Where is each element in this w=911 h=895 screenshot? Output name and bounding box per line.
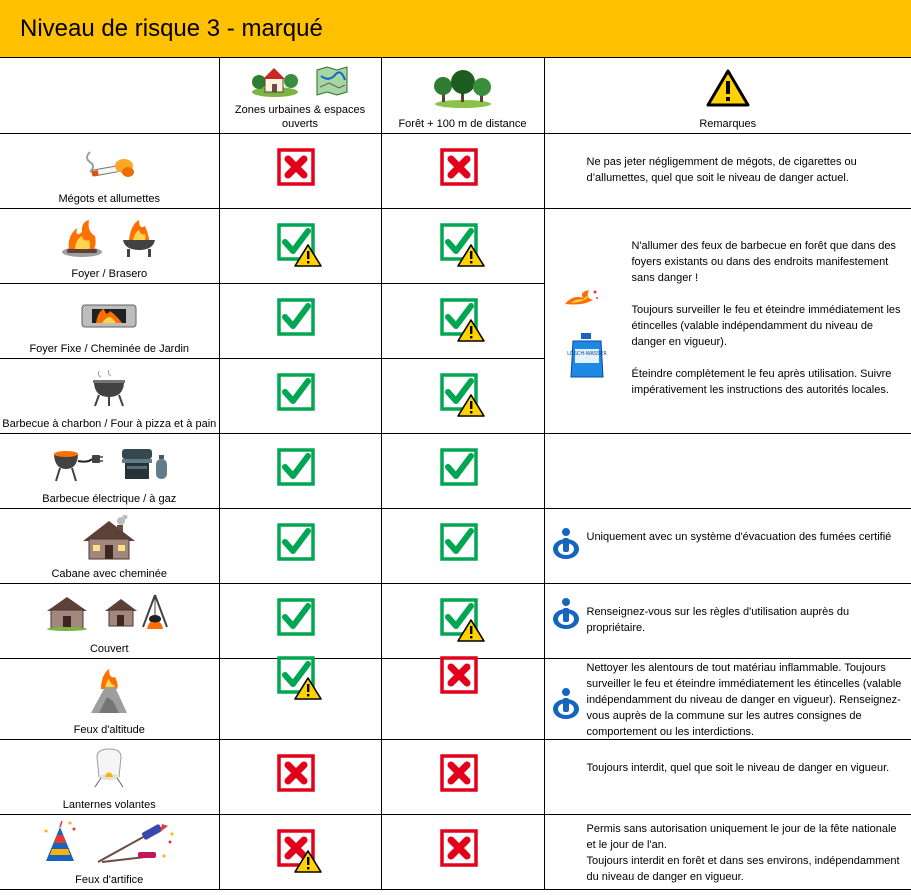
activity-label: Foyer / Brasero [71,268,148,280]
foret-status [381,134,544,209]
forbidden-cross-icon [440,148,486,194]
activity-cell [0,284,219,359]
remark-cell-fire [544,209,911,434]
forbidden-cross-icon [277,148,323,194]
remark-cell [544,134,911,209]
status-mark [280,151,320,191]
cigarette-matches-icon [82,144,136,182]
status-mark [280,301,320,341]
remark-text: Toujours surveiller le feu et éteindre immédiatement les étincelles (valable indépendamment du niveau de danger en vigueur). [631,304,901,348]
zones-status [219,434,381,509]
activity-cell [0,209,219,284]
allowed-with-caution-icon [277,656,323,702]
foret-status [381,584,544,659]
zones-status [219,740,381,815]
remark-cell [544,509,911,584]
activity-label: Cabane avec cheminée [51,568,168,580]
status-mark [443,226,483,266]
status-mark [280,226,320,266]
village-icon [251,64,299,98]
table-row [0,509,911,584]
status-mark [280,601,320,641]
allowed-check-icon [277,448,323,494]
info-icon [551,687,581,721]
zones-status [219,659,381,740]
header-empty [0,58,219,134]
header-zones-label: Zones urbaines & espaces ouverts [234,104,366,130]
water-canister-icon [567,331,607,379]
status-mark [280,659,320,699]
gas-grill-icon [118,443,170,483]
mountain-fire-icon [89,667,129,715]
zones-status [219,584,381,659]
status-mark [443,659,483,699]
flame-spark-icon [563,286,599,308]
table-row [0,815,911,890]
table-row [0,659,911,740]
allowed-check-icon [440,448,486,494]
info-icon [551,527,581,561]
header-foret-label: Forêt + 100 m de distance [398,118,527,130]
remark-text: Éteindre complètement le feu après utilisation. Suivre impérativement les instructions des autorités locales. [631,368,892,396]
remark-text: Nettoyer les alentours de tout matériau inflammable. Toujours surveiller le feu et éteindre immédiatement les étincelles (valable indépendamment du niveau de danger en vigueur). Renseignez-vous auprès de la commune sur les autres consignes de comportement ou les interdictions. [586,662,902,738]
allowed-with-caution-icon [440,373,486,419]
activity-label: Barbecue à charbon / Four à pizza et à pain [2,418,217,430]
forest-icon [433,68,493,108]
header-row [0,58,911,134]
allowed-check-icon [277,298,323,344]
header-zones [219,58,381,134]
forbidden-cross-icon [277,754,323,800]
remark-cell [544,434,911,509]
sky-lantern-icon [89,747,129,791]
header-remarques [544,58,911,134]
foret-status [381,359,544,434]
activity-cell [0,509,219,584]
status-mark [280,376,320,416]
rocket-icon [94,822,178,866]
electric-grill-icon [48,443,104,483]
activity-cell [0,740,219,815]
status-mark [443,151,483,191]
foret-status [381,284,544,359]
status-mark [443,451,483,491]
allowed-check-icon [440,523,486,569]
forbidden-with-caution-icon [277,829,323,875]
remark-cell [544,659,911,740]
foret-status [381,659,544,740]
table-row [0,434,911,509]
activity-label: Feux d'altitude [73,724,145,736]
zones-status [219,359,381,434]
zones-status [219,815,381,890]
foret-status [381,740,544,815]
activity-cell [0,434,219,509]
status-mark [443,832,483,872]
header-remarques-label: Remarques [699,118,757,130]
activity-cell [0,584,219,659]
fixed-fireplace-icon [78,295,140,331]
brasero-icon [119,218,159,258]
shelter-campfire-icon [103,593,173,633]
status-mark [443,601,483,641]
zones-status [219,134,381,209]
remark-text: Ne pas jeter négligemment de mégots, de cigarettes ou d’allumettes, quel que soit le niveau de danger actuel. [586,156,857,184]
page-title: Niveau de risque 3 - marqué [20,14,323,42]
foret-status [381,434,544,509]
remark-text: Uniquement avec un système d'évacuation des fumées certifié [586,531,892,543]
foret-status [381,209,544,284]
remark-text: N'allumer des feux de barbecue en forêt que dans des foyers existants ou dans des endroits manifestement sans danger ! [631,240,896,284]
activity-cell [0,359,219,434]
forbidden-cross-icon [440,754,486,800]
remark-text: Toujours interdit en forêt et dans ses environs, indépendamment du niveau de danger en vigueur. [586,855,900,883]
foret-status [381,815,544,890]
shelter-icon [45,595,89,631]
remark-cell [544,815,911,890]
status-mark [280,757,320,797]
allowed-check-icon [277,523,323,569]
allowed-with-caution-icon [440,298,486,344]
activity-cell [0,134,219,209]
firecracker-icon [40,821,80,867]
activity-label: Barbecue électrique / à gaz [42,493,177,505]
status-mark [443,301,483,341]
activity-label: Couvert [89,643,129,655]
zones-status [219,209,381,284]
map-icon [315,66,349,96]
status-mark [280,526,320,566]
cabin-chimney-icon [81,515,137,561]
activity-cell [0,659,219,740]
allowed-check-icon [277,598,323,644]
allowed-check-icon [277,373,323,419]
allowed-with-caution-icon [277,223,323,269]
activity-label: Foyer Fixe / Cheminée de Jardin [29,343,190,355]
info-icon [551,597,581,631]
header-foret [381,58,544,134]
activity-label: Lanternes volantes [62,799,156,811]
table-row [0,134,911,209]
remark-text: Renseignez-vous sur les règles d'utilisation auprès du propriétaire. [586,606,850,634]
table-row [0,740,911,815]
status-mark [443,757,483,797]
activity-cell [0,815,219,890]
table-row [0,209,911,284]
forbidden-cross-icon [440,829,486,875]
status-mark [443,376,483,416]
remark-cell [544,740,911,815]
campfire-icon [59,218,105,258]
status-mark [280,832,320,872]
title-bar [0,0,911,57]
table-row [0,584,911,659]
activity-label: Mégots et allumettes [58,193,160,205]
remark-cell [544,584,911,659]
remark-text: Permis sans autorisation uniquement le jour de la fête nationale et le jour de l'an. [586,823,897,851]
status-mark [280,451,320,491]
risk-table [0,57,911,890]
status-mark [443,526,483,566]
allowed-with-caution-icon [440,223,486,269]
zones-status [219,284,381,359]
activity-label: Feux d'artifice [75,874,144,886]
warning-icon [706,69,750,107]
charcoal-grill-icon [89,369,129,407]
forbidden-cross-icon [440,656,486,702]
canister-label: LÖSCH-WASSER [566,351,607,357]
foret-status [381,509,544,584]
zones-status [219,509,381,584]
remark-text: Toujours interdit, quel que soit le niveau de danger en vigueur. [586,762,890,774]
allowed-with-caution-icon [440,598,486,644]
